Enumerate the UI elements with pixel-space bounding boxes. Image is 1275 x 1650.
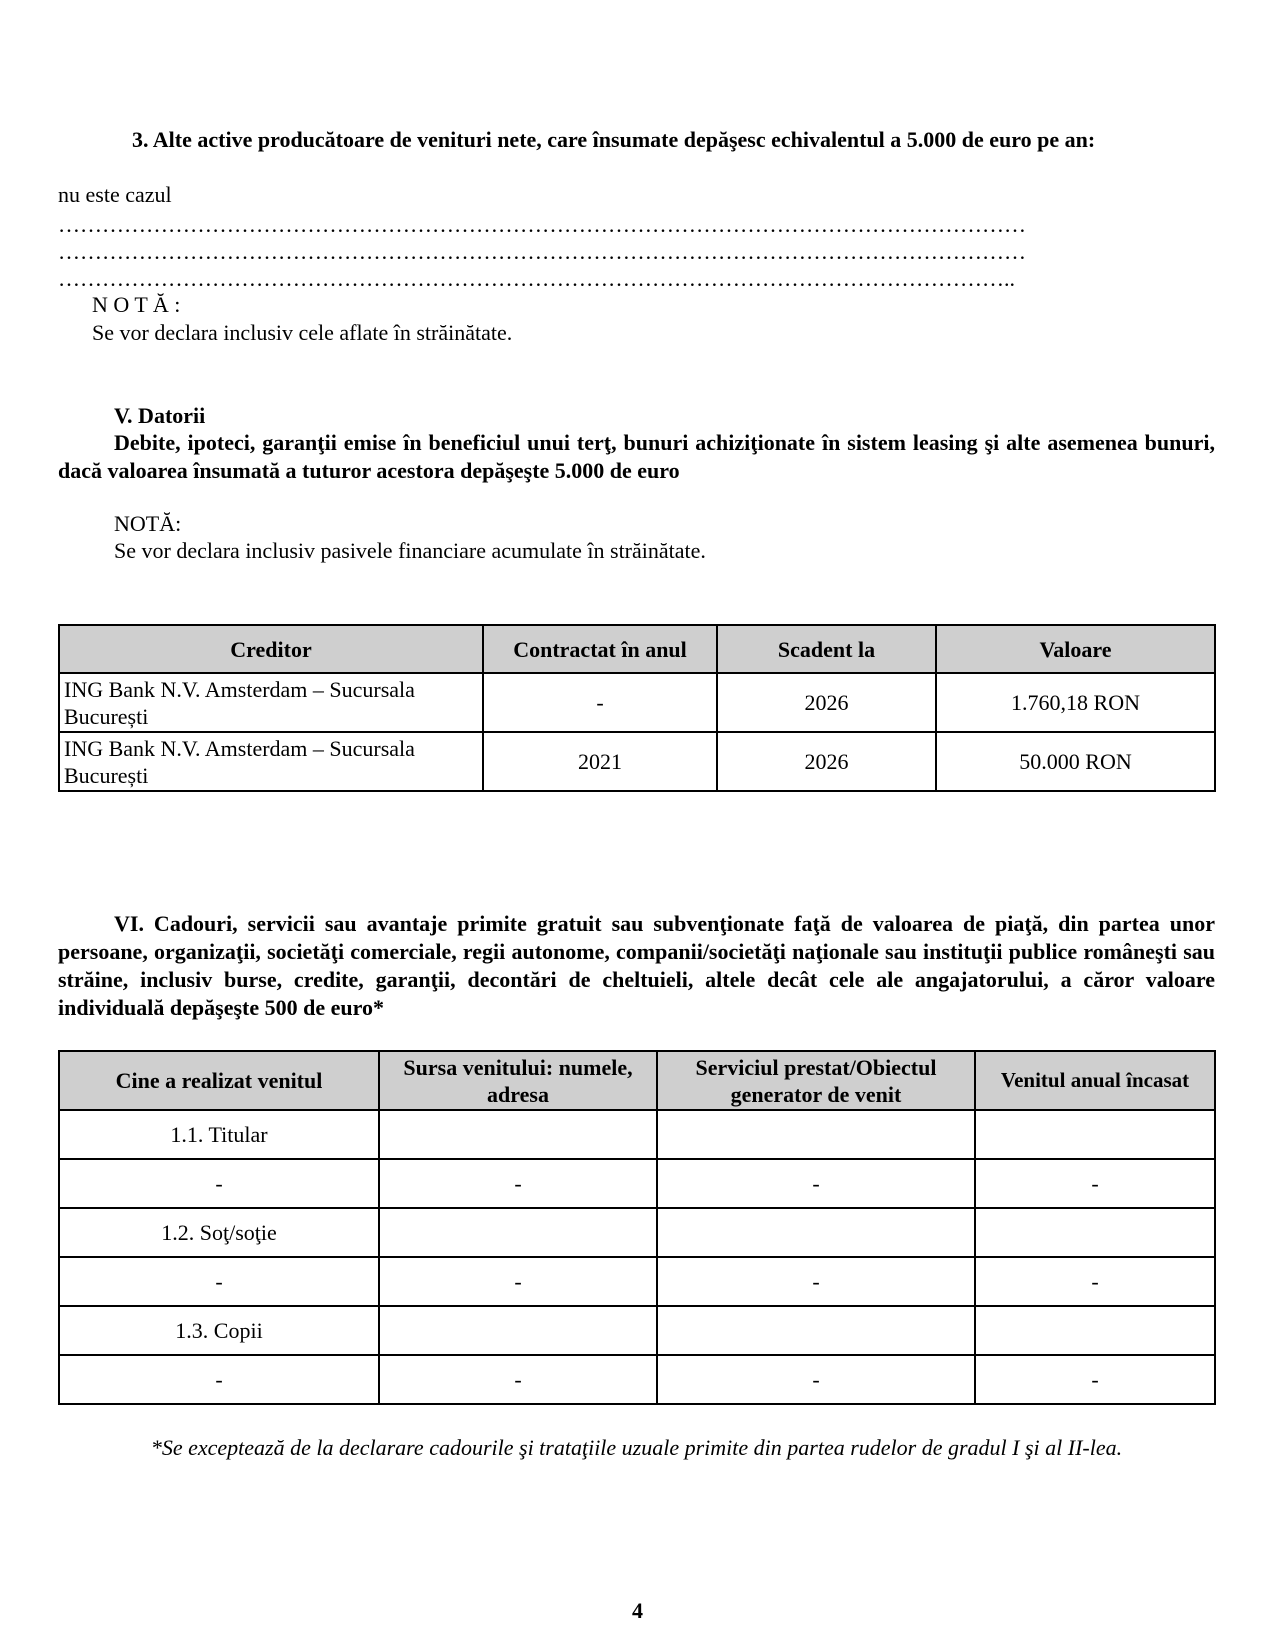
cell-service: - <box>657 1355 975 1404</box>
cell-source <box>379 1306 657 1355</box>
cell-source: - <box>379 1159 657 1208</box>
cell-source <box>379 1208 657 1257</box>
section6-title: VI. Cadouri, servicii sau avantaje primite gratuit sau subvenţionate faţă de valoarea de piaţă, din partea unor persoane, organizaţii, societăţi comerciale, regii autonome, companii/societăţi naţionale sau instituţii publice româneşti sau străine, inclusiv burse, credite, garanţii, decontări de cheltuieli, altele decât cele ale angajatorului, a căror valoare individuală depăşeşte 500 de euro* <box>58 911 1215 1020</box>
table-row <box>59 1159 1215 1208</box>
header-who-earned: Cine a realizat venitul <box>59 1051 379 1110</box>
cell-source <box>379 1110 657 1159</box>
table-row <box>59 1355 1215 1404</box>
header-value: Valoare <box>936 625 1215 673</box>
cell-source: - <box>379 1257 657 1306</box>
section5-note-label: NOTĂ: <box>114 511 182 536</box>
dotted-line-2: …………………………………………………………………………………………………………………… <box>58 239 1026 264</box>
header-service-object: Serviciul prestat/Obiectul generator de venit <box>657 1051 975 1110</box>
section3-note-label: N O T Ă : <box>92 292 181 317</box>
debts-table <box>58 624 1216 792</box>
section3-heading: 3. Alte active producătoare de venituri nete, care însumate depăşesc echivalentul a 5.000 de euro pe an: <box>132 127 1096 152</box>
footnote: *Se exceptează de la declarare cadourile şi trataţiile uzuale primite din partea rudelor de gradul I şi al II-lea. <box>150 1435 1123 1460</box>
cell-income <box>975 1208 1215 1257</box>
cell-income: - <box>975 1355 1215 1404</box>
table-row <box>59 1306 1215 1355</box>
cell-contracted-year: 2021 <box>483 732 717 791</box>
section3-note-text: Se vor declara inclusiv cele aflate în străinătate. <box>92 320 513 345</box>
cell-income: - <box>975 1159 1215 1208</box>
cell-service <box>657 1208 975 1257</box>
cell-who: 1.1. Titular <box>59 1110 379 1159</box>
section5-title: V. Datorii <box>114 403 206 428</box>
header-due-date: Scadent la <box>717 625 936 673</box>
cell-service <box>657 1306 975 1355</box>
cell-value: 1.760,18 RON <box>936 673 1215 732</box>
cell-value: 50.000 RON <box>936 732 1215 791</box>
cell-service: - <box>657 1257 975 1306</box>
dotted-line-1: …………………………………………………………………………………………………………………… <box>58 212 1026 237</box>
section5-note-text: Se vor declara inclusiv pasivele financiare acumulate în străinătate. <box>114 538 706 563</box>
table-row <box>59 1257 1215 1306</box>
cell-creditor: ING Bank N.V. Amsterdam – Sucursala București <box>59 732 483 791</box>
cell-contracted-year: - <box>483 673 717 732</box>
dotted-line-3: ………………………………………………………………………………………………………………….. <box>58 266 1015 291</box>
cell-due-date: 2026 <box>717 732 936 791</box>
cell-due-date: 2026 <box>717 673 936 732</box>
cell-income <box>975 1306 1215 1355</box>
gifts-table <box>58 1050 1216 1405</box>
table-row <box>59 673 1215 732</box>
cell-who: - <box>59 1159 379 1208</box>
page-number: 4 <box>632 1598 643 1623</box>
cell-service: - <box>657 1159 975 1208</box>
cell-who: - <box>59 1355 379 1404</box>
debts-table-header <box>59 625 1215 673</box>
cell-service <box>657 1110 975 1159</box>
gifts-table-header <box>59 1051 1215 1110</box>
cell-creditor: ING Bank N.V. Amsterdam – Sucursala București <box>59 673 483 732</box>
header-annual-income: Venitul anual încasat <box>975 1051 1215 1110</box>
cell-source: - <box>379 1355 657 1404</box>
header-contracted-year: Contractat în anul <box>483 625 717 673</box>
cell-who: 1.3. Copii <box>59 1306 379 1355</box>
cell-income <box>975 1110 1215 1159</box>
cell-who: - <box>59 1257 379 1306</box>
header-income-source: Sursa venitului: numele, adresa <box>379 1051 657 1110</box>
section3-answer: nu este cazul <box>58 182 172 207</box>
header-creditor: Creditor <box>59 625 483 673</box>
table-row <box>59 1110 1215 1159</box>
table-row <box>59 1208 1215 1257</box>
section5-description: Debite, ipoteci, garanţii emise în beneficiul unui terţ, bunuri achiziţionate în sistem leasing şi alte asemenea bunuri, dacă valoarea însumată a tuturor acestora depăşeşte 5.000 de euro <box>58 430 1215 483</box>
cell-income: - <box>975 1257 1215 1306</box>
cell-who: 1.2. Soţ/soţie <box>59 1208 379 1257</box>
table-row <box>59 732 1215 791</box>
